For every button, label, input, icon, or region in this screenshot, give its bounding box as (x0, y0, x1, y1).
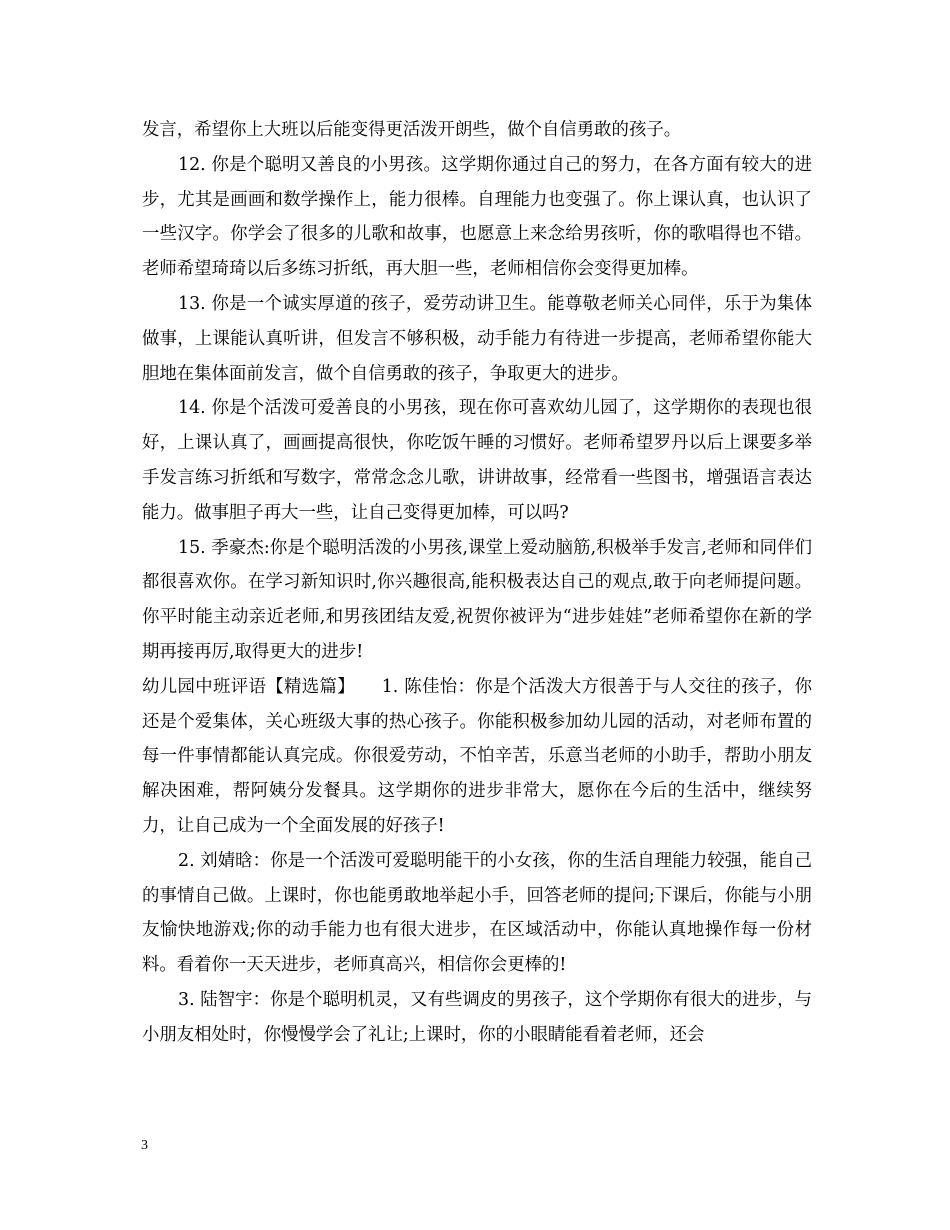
paragraph-continuation: 发言，希望你上大班以后能变得更活泼开朗些，做个自信勇敢的孩子。 (142, 120, 682, 140)
paragraph-comment-14: 14. 你是个活泼可爱善良的小男孩，现在你可喜欢幼儿园了，这学期你的表现也很好，上课认真了，画画提高很快，你吃饭午睡的习惯好。老师希望罗丹以后上课要多举手发言练习折纸和写数字，常常念念儿歌，讲讲故事，经常看一些图书，增强语言表达能力。做事胆子再大一些，让自己变得更加棒，可以吗? (142, 398, 812, 523)
document-body (142, 113, 812, 1053)
paragraph-comment-3: 3. 陆智宇：你是个聪明机灵，又有些调皮的男孩子，这个学期你有很大的进步，与小朋友相处时，你慢慢学会了礼让;上课时，你的小眼睛能看着老师，还会 (142, 989, 812, 1045)
paragraph-comment-12: 12. 你是个聪明又善良的小男孩。这学期你通过自己的努力，在各方面有较大的进步，尤其是画画和数学操作上，能力很棒。自理能力也变强了。你上课认真，也认识了一些汉字。你学会了很多的儿歌和故事，也愿意上来念给男孩听，你的歌唱得也不错。老师希望琦琦以后多练习折纸，再大胆一些，老师相信你会变得更加棒。 (142, 154, 812, 280)
paragraph-comment-15: 15. 季豪杰:你是个聪明活泼的小男孩,课堂上爱动脑筋,积极举手发言,老师和同伴们都很喜欢你。在学习新知识时,你兴趣很高,能积极表达自己的观点,敢于向老师提问题。你平时能主动亲近老师,和男孩团结友爱,祝贺你被评为“进步娃娃”老师希望你在新的学期再接再厉,取得更大的进步! (142, 537, 812, 662)
paragraph-comment-13: 13. 你是一个诚实厚道的孩子，爱劳动讲卫生。能尊敬老师关心同伴，乐于为集体做事，上课能认真听讲，但发言不够积极，动手能力有待进一步提高，老师希望你能大胆地在集体面前发言，做个自信勇敢的孩子，争取更大的进步。 (142, 293, 812, 384)
paragraph-comment-2: 2. 刘婧晗：你是一个活泼可爱聪明能干的小女孩，你的生活自理能力较强，能自己的事情自己做。上课时，你也能勇敢地举起小手，回答老师的提问;下课后，你能与小朋友愉快地游戏;你的动手能力也有很大进步，在区域活动中，你能认真地操作每一份材料。看着你一天天进步，老师真高兴，相信你会更棒的! (142, 850, 812, 976)
paragraph-section-heading-comment-1: 幼儿园中班评语【精选篇】 1. 陈佳怡：你是个活泼大方很善于与人交往的孩子，你还是个爱集体，关心班级大事的热心孩子。你能积极参加幼儿园的活动，对老师布置的每一件事情都能认真完成。你很爱劳动，不怕辛苦，乐意当老师的小助手，帮助小朋友解决困难，帮阿姨分发餐具。这学期你的进步非常大，愿你在今后的生活中，继续努力，让自己成为一个全面发展的好孩子! (142, 676, 812, 836)
page-number: 3 (141, 1138, 148, 1153)
